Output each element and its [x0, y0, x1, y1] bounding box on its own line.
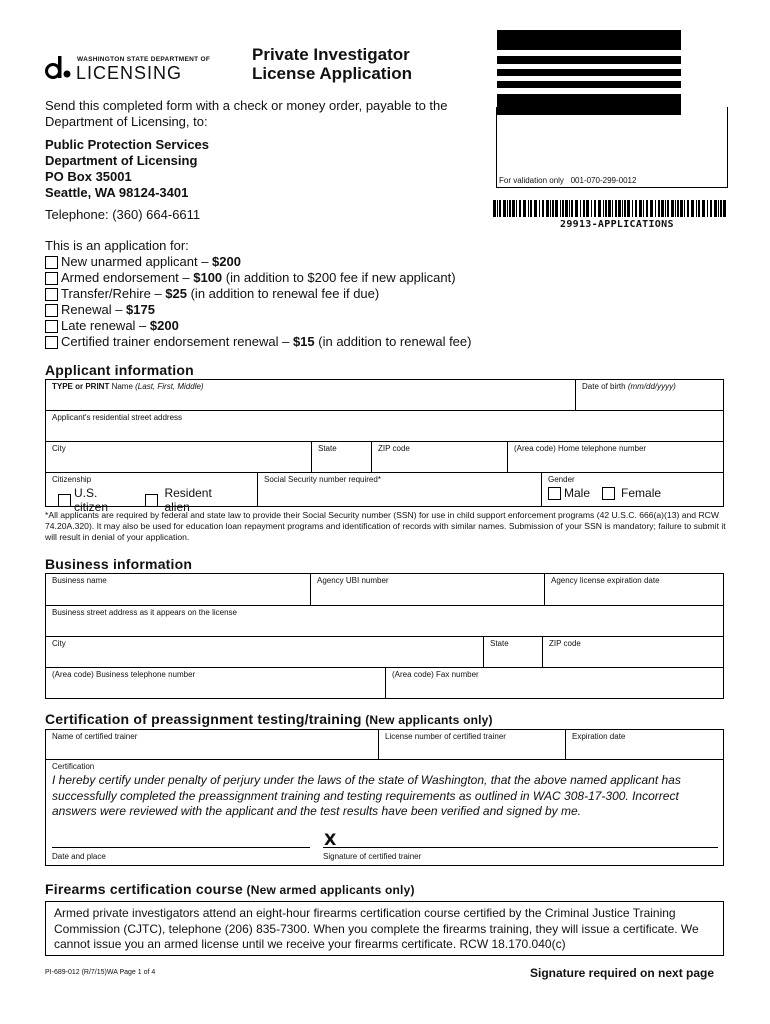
business-grid — [45, 573, 724, 699]
option-label: Transfer/Rehire – — [61, 286, 166, 301]
applicant-grid — [45, 379, 724, 514]
option-fee: $200 — [212, 254, 241, 269]
option-fee: $15 — [292, 334, 315, 349]
applicant-section-title: Applicant information — [45, 362, 194, 378]
mailing-address: Public Protection Services Department of Licensing PO Box 35001 Seattle, WA 98124-3401 — [45, 137, 210, 200]
application-type-heading: This is an application for: — [45, 238, 189, 253]
telephone: Telephone: (360) 664-6611 — [45, 207, 201, 222]
application-option-0[interactable] — [45, 254, 471, 270]
agency-name-big: LICENSING — [76, 63, 183, 83]
ssn-field[interactable]: Social Security number required* — [258, 473, 542, 506]
residential-address-field[interactable]: Applicant's residential street address — [52, 413, 183, 422]
certification-section-title: Certification of preassignment testing/training (New applicants only) — [45, 711, 493, 727]
form-id: PI-689-012 (R/7/15)WA Page 1 of 4 — [45, 969, 156, 976]
barcode-text: 29913-APPLICATIONS — [560, 219, 674, 230]
business-city-field[interactable]: City — [46, 637, 484, 667]
application-option-1[interactable] — [45, 270, 471, 286]
form-title: Private Investigator License Application — [252, 45, 412, 83]
business-state-field[interactable]: State — [484, 637, 543, 667]
application-option-4[interactable] — [45, 318, 471, 334]
license-expiration-field[interactable]: Agency license expiration date — [551, 576, 660, 585]
business-phone-field[interactable]: (Area code) Business telephone number — [46, 668, 386, 698]
trainer-signature-field[interactable]: Signature of certified trainer — [323, 852, 422, 861]
firearms-section-title: Firearms certification course (New armed applicants only) — [45, 881, 415, 897]
option-fee: $200 — [149, 318, 179, 333]
male-checkbox[interactable]: Male — [548, 486, 590, 500]
option-suffix: (in addition to renewal fee) — [314, 334, 472, 349]
name-field[interactable]: TYPE or PRINT Name (Last, First, Middle) — [46, 380, 576, 410]
checkbox[interactable] — [45, 272, 58, 285]
option-label: New unarmed applicant – — [61, 254, 213, 269]
trainer-license-field[interactable]: License number of certified trainer — [379, 730, 566, 759]
checkbox[interactable] — [45, 288, 58, 301]
certification-statement: Certification I hereby certify under penalty of perjury under the laws of the state of Washington, that the above named applicant has successfully completed the preassignment training and testing requirements as outlined in WAC 308-17-300. Incorrect answers were reviewed with the applicant and the test results have been verified and signed by me. X Date and place Signature of certified trainer — [46, 760, 723, 865]
citizenship-field: Citizenship U.S. citizen Resident alien — [46, 473, 258, 506]
licensing-logo-icon — [44, 54, 74, 80]
signature-note: Signature required on next page — [530, 966, 715, 980]
option-suffix: (in addition to $200 fee if new applicant) — [222, 270, 456, 285]
business-address-field[interactable]: Business street address as it appears on the license — [52, 608, 237, 617]
trainer-name-field[interactable]: Name of certified trainer — [46, 730, 379, 759]
checkbox[interactable] — [45, 336, 58, 349]
female-checkbox[interactable]: Female — [602, 486, 661, 500]
date-place-field[interactable]: Date and place — [52, 852, 106, 861]
agency-name-small: WASHINGTON STATE DEPARTMENT OF — [77, 56, 211, 63]
option-label: Certified trainer endorsement renewal – — [61, 334, 293, 349]
option-fee: $100 — [193, 270, 223, 285]
us-citizen-checkbox[interactable]: U.S. citizen — [58, 486, 133, 514]
intro-text: Send this completed form with a check or money order, payable to the Department of Licensing, to: — [45, 98, 448, 129]
option-fee: $175 — [126, 302, 155, 317]
application-option-2[interactable] — [45, 286, 471, 302]
validation-label: For validation only 001-070-299-0012 — [499, 176, 637, 185]
business-section-title: Business information — [45, 556, 193, 572]
checkbox[interactable] — [45, 304, 58, 317]
validation-bars — [497, 30, 681, 115]
state-field[interactable]: State — [312, 442, 372, 472]
gender-field: Gender Male Female — [548, 475, 662, 500]
trainer-expiration-field[interactable]: Expiration date — [572, 732, 626, 741]
application-option-5[interactable] — [45, 334, 471, 350]
option-label: Late renewal – — [61, 318, 150, 333]
barcode-icon — [493, 200, 728, 217]
signature-x-mark: X — [324, 830, 337, 849]
home-phone-field[interactable]: (Area code) Home telephone number — [514, 444, 647, 453]
option-suffix: (in addition to renewal fee if due) — [186, 286, 380, 301]
zip-field[interactable]: ZIP code — [372, 442, 508, 472]
certification-grid — [45, 729, 724, 866]
application-option-3[interactable] — [45, 302, 471, 318]
dob-field[interactable]: Date of birth (mm/dd/yyyy) — [582, 382, 676, 391]
ubi-field[interactable]: Agency UBI number — [311, 574, 545, 605]
application-type-section — [45, 238, 471, 350]
resident-alien-checkbox[interactable]: Resident alien — [145, 486, 239, 514]
fax-field[interactable]: (Area code) Fax number — [392, 670, 479, 679]
firearms-text: Armed private investigators attend an eight-hour firearms certification course certified by the Criminal Justice Training Commission (CJTC), telephone (206) 835-7300. When you complete the firearms training, they will issue a certificate. We cannot issue you an armed license until we receive your firearms certificate. RCW 18.170.040(c) — [45, 901, 724, 956]
option-fee: $25 — [165, 286, 187, 301]
business-name-field[interactable]: Business name — [46, 574, 311, 605]
ssn-note: *All applicants are required by federal and state law to provide their Social Security number (SSN) for use in child support enforcement programs (42 U.S.C. 666(a)(13) and RCW 74.20A.320). It may also be used for education loan repayment programs and identification of records with similar names. Submission of your SSN is mandatory; failure to submit it will result in denial of your application. — [45, 510, 726, 542]
business-zip-field[interactable]: ZIP code — [549, 639, 581, 648]
city-field[interactable]: City — [46, 442, 312, 472]
option-label: Renewal – — [61, 302, 127, 317]
checkbox[interactable] — [45, 256, 58, 269]
checkbox[interactable] — [45, 320, 58, 333]
option-label: Armed endorsement – — [61, 270, 194, 285]
